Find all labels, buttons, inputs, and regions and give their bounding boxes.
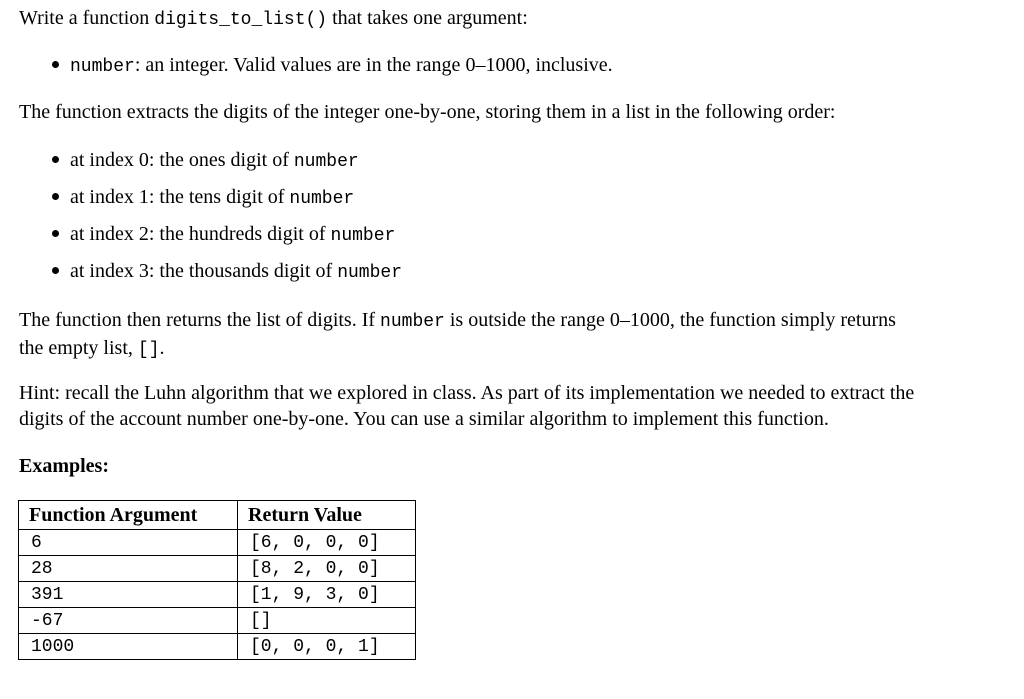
intro-prefix: Write a function	[19, 7, 155, 29]
bullet-icon	[52, 156, 59, 163]
return-code-empty-list: []	[137, 340, 160, 360]
header-function-argument: Function Argument	[19, 501, 238, 530]
index-bullet-text: at index 3: the thousands digit of	[70, 260, 338, 282]
table-row	[19, 582, 416, 608]
return-text-4: .	[159, 337, 165, 359]
index-bullet-1	[52, 185, 354, 211]
return-text-3: the empty list,	[19, 337, 138, 359]
bullet-icon	[52, 61, 59, 68]
bullet-icon	[52, 193, 59, 200]
index-bullet-text: at index 1: the tens digit of	[70, 186, 290, 208]
intro-line	[19, 6, 528, 32]
index-bullet-text: at index 0: the ones digit of	[70, 149, 294, 171]
table-row	[19, 634, 416, 660]
extract-paragraph: The function extracts the digits of the integer one-by-one, storing them in a list in the following order:	[19, 101, 836, 123]
index-bullet-code: number	[337, 263, 402, 283]
return-text-1: The function then returns the list of digits. If	[19, 309, 381, 331]
index-bullet-code: number	[293, 152, 359, 172]
examples-table	[18, 500, 416, 660]
return-cell: [8, 2, 0, 0]	[238, 556, 416, 582]
return-cell: []	[238, 608, 416, 634]
bullet-icon	[52, 267, 59, 274]
argument-bullet	[52, 53, 613, 79]
return-paragraph-line-2	[19, 335, 1004, 363]
hint-line-2: digits of the account number one-by-one. You can use a similar algorithm to implement this function.	[19, 408, 829, 430]
argument-cell: 6	[19, 530, 238, 556]
intro-suffix: that takes one argument:	[327, 7, 528, 29]
index-bullet-text: at index 2: the hundreds digit of	[70, 223, 331, 245]
table-row	[19, 556, 416, 582]
return-cell: [1, 9, 3, 0]	[238, 582, 416, 608]
argument-cell: 391	[19, 582, 238, 608]
argument-name: number	[70, 57, 135, 77]
index-bullet-3	[52, 259, 402, 285]
return-paragraph-line-1	[19, 307, 1004, 335]
index-bullet-2	[52, 222, 395, 248]
table-row	[19, 530, 416, 556]
return-cell: [0, 0, 0, 1]	[238, 634, 416, 660]
hint-line-1: Hint: recall the Luhn algorithm that we explored in class. As part of its implementation we needed to extract the	[19, 382, 915, 404]
argument-cell: -67	[19, 608, 238, 634]
bullet-icon	[52, 230, 59, 237]
examples-heading: Examples:	[19, 455, 109, 477]
header-return-value: Return Value	[238, 501, 416, 530]
return-cell: [6, 0, 0, 0]	[238, 530, 416, 556]
return-code-number: number	[380, 312, 445, 332]
argument-cell: 1000	[19, 634, 238, 660]
index-bullet-code: number	[330, 226, 396, 246]
index-bullet-code: number	[289, 189, 355, 209]
return-paragraph	[19, 307, 1004, 363]
hint-paragraph	[19, 380, 1004, 432]
return-text-2: is outside the range 0–1000, the function simply returns	[444, 309, 896, 331]
table-row	[19, 608, 416, 634]
argument-cell: 28	[19, 556, 238, 582]
function-name: digits_to_list()	[154, 10, 328, 30]
table-header-row	[19, 501, 416, 530]
argument-description: : an integer. Valid values are in the range 0–1000, inclusive.	[134, 54, 613, 76]
index-bullet-0	[52, 148, 359, 174]
